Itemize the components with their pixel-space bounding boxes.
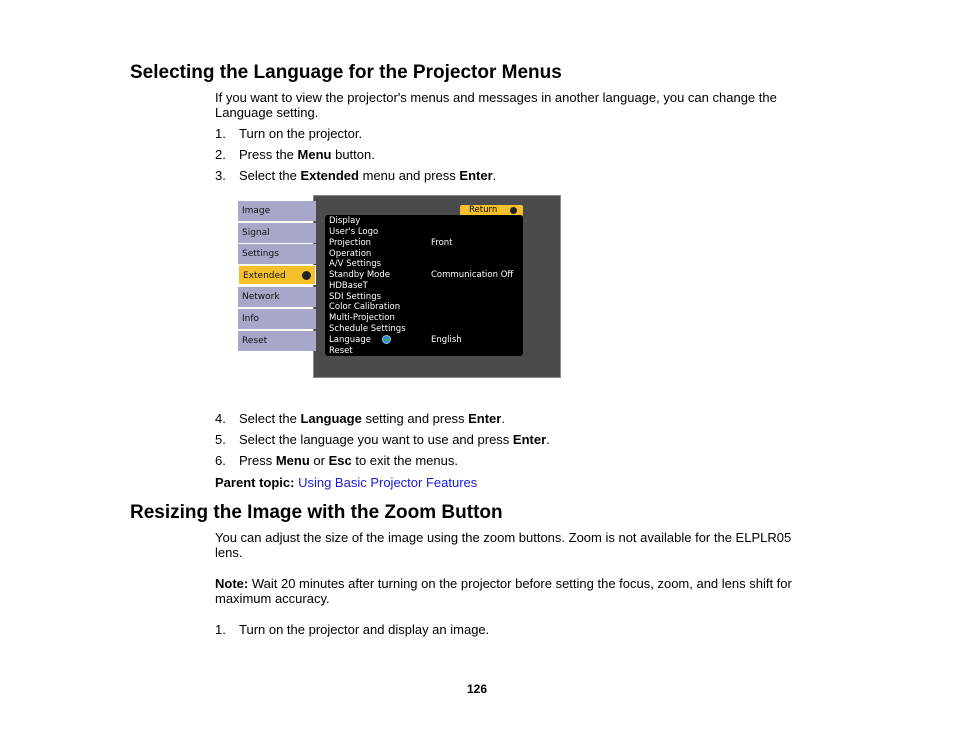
step-item bbox=[215, 432, 550, 447]
return-icon bbox=[510, 207, 517, 214]
submenu-value: Communication Off bbox=[431, 270, 514, 280]
section-title-zoom: Resizing the Image with the Zoom Button bbox=[130, 502, 503, 523]
menu-left-item-info: Info bbox=[238, 309, 316, 329]
step-text: Press bbox=[239, 453, 276, 468]
submenu-row: SDI Settings bbox=[329, 292, 382, 302]
step-bold: Enter bbox=[468, 411, 502, 426]
submenu-row: Multi-Projection bbox=[329, 313, 395, 323]
note-label: Note: bbox=[215, 576, 249, 591]
step-number: 1. bbox=[215, 622, 226, 637]
parent-topic-label: Parent topic: bbox=[215, 475, 299, 490]
submenu-row: User's Logo bbox=[329, 227, 379, 237]
note-paragraph bbox=[215, 576, 815, 606]
step-bold: Menu bbox=[275, 453, 310, 468]
step-bold: Esc bbox=[328, 453, 352, 468]
step-text: Select the language you want to use and press bbox=[239, 432, 513, 447]
step-bold: Enter bbox=[459, 168, 493, 183]
step-item bbox=[215, 411, 505, 426]
submenu-row: Operation bbox=[329, 249, 372, 259]
step-text: Press the bbox=[239, 147, 298, 162]
step-text: . bbox=[501, 411, 505, 426]
step-item bbox=[215, 126, 362, 141]
menu-left-item-image: Image bbox=[238, 201, 316, 221]
submenu-row: Color Calibration bbox=[329, 302, 401, 312]
step-text: Select the bbox=[239, 411, 301, 426]
step-number: 6. bbox=[215, 453, 226, 468]
zoom-intro-paragraph bbox=[215, 530, 815, 560]
enter-icon bbox=[302, 271, 311, 280]
submenu-row: Schedule Settings bbox=[329, 324, 406, 334]
section-title-language: Selecting the Language for the Projector Menus bbox=[130, 62, 562, 83]
menu-left-item-extended bbox=[238, 265, 316, 285]
intro-paragraph bbox=[215, 90, 815, 120]
return-label: Return bbox=[469, 205, 498, 215]
intro-line: You can adjust the size of the image using the zoom buttons. Zoom is not available for the ELPLR05 bbox=[215, 530, 792, 545]
step-number: 3. bbox=[215, 168, 226, 183]
step-bold: Enter bbox=[512, 432, 547, 447]
projector-menu-screenshot bbox=[238, 195, 561, 378]
step-text: button. bbox=[331, 147, 375, 162]
step-text: . bbox=[492, 168, 497, 183]
submenu-row: Display bbox=[329, 216, 361, 226]
submenu-row: Projection bbox=[329, 238, 372, 248]
step-item bbox=[215, 147, 375, 162]
intro-line: If you want to view the projector's menus and messages in another language, you can change the bbox=[215, 90, 777, 105]
step-number: 5. bbox=[215, 432, 226, 447]
step-bold: Extended bbox=[300, 168, 359, 183]
globe-icon bbox=[382, 335, 391, 344]
submenu-value: English bbox=[431, 335, 462, 345]
menu-left-item-settings: Settings bbox=[238, 244, 316, 264]
submenu-row: A/V Settings bbox=[329, 259, 382, 269]
menu-left-item-network: Network bbox=[238, 287, 316, 307]
submenu-value: Front bbox=[431, 238, 453, 248]
menu-left-item-label: Extended bbox=[243, 271, 286, 281]
step-item bbox=[215, 622, 489, 637]
step-text: . bbox=[546, 432, 550, 447]
page-number: 126 bbox=[466, 682, 488, 696]
parent-topic bbox=[215, 475, 477, 490]
note-text: Wait 20 minutes after turning on the projector before setting the focus, zoom, and lens shift for bbox=[248, 576, 792, 591]
menu-left-item-reset: Reset bbox=[238, 331, 316, 351]
step-text: menu and press bbox=[358, 168, 460, 183]
step-text: Turn on the projector. bbox=[239, 126, 363, 141]
step-number: 1. bbox=[215, 126, 226, 141]
intro-line: lens. bbox=[215, 545, 243, 560]
note-line bbox=[215, 576, 815, 591]
submenu-panel bbox=[325, 215, 523, 356]
step-number: 2. bbox=[215, 147, 226, 162]
step-bold: Menu bbox=[297, 147, 332, 162]
step-text: Select the bbox=[239, 168, 301, 183]
step-number: 4. bbox=[215, 411, 226, 426]
step-item bbox=[215, 453, 458, 468]
step-text: or bbox=[309, 453, 329, 468]
step-text: setting and press bbox=[361, 411, 469, 426]
note-line: maximum accuracy. bbox=[215, 591, 330, 606]
submenu-row: Language bbox=[329, 335, 371, 345]
submenu-row: Reset bbox=[329, 346, 353, 356]
step-text: Turn on the projector and display an image. bbox=[239, 622, 490, 637]
intro-line: Language setting. bbox=[215, 105, 319, 120]
step-item bbox=[215, 168, 496, 183]
step-bold: Language bbox=[300, 411, 362, 426]
menu-left-item-signal: Signal bbox=[238, 223, 316, 243]
step-text: to exit the menus. bbox=[351, 453, 458, 468]
parent-topic-link[interactable]: Using Basic Projector Features bbox=[298, 475, 478, 490]
submenu-row: Standby Mode bbox=[329, 270, 391, 280]
submenu-row: HDBaseT bbox=[329, 281, 368, 291]
